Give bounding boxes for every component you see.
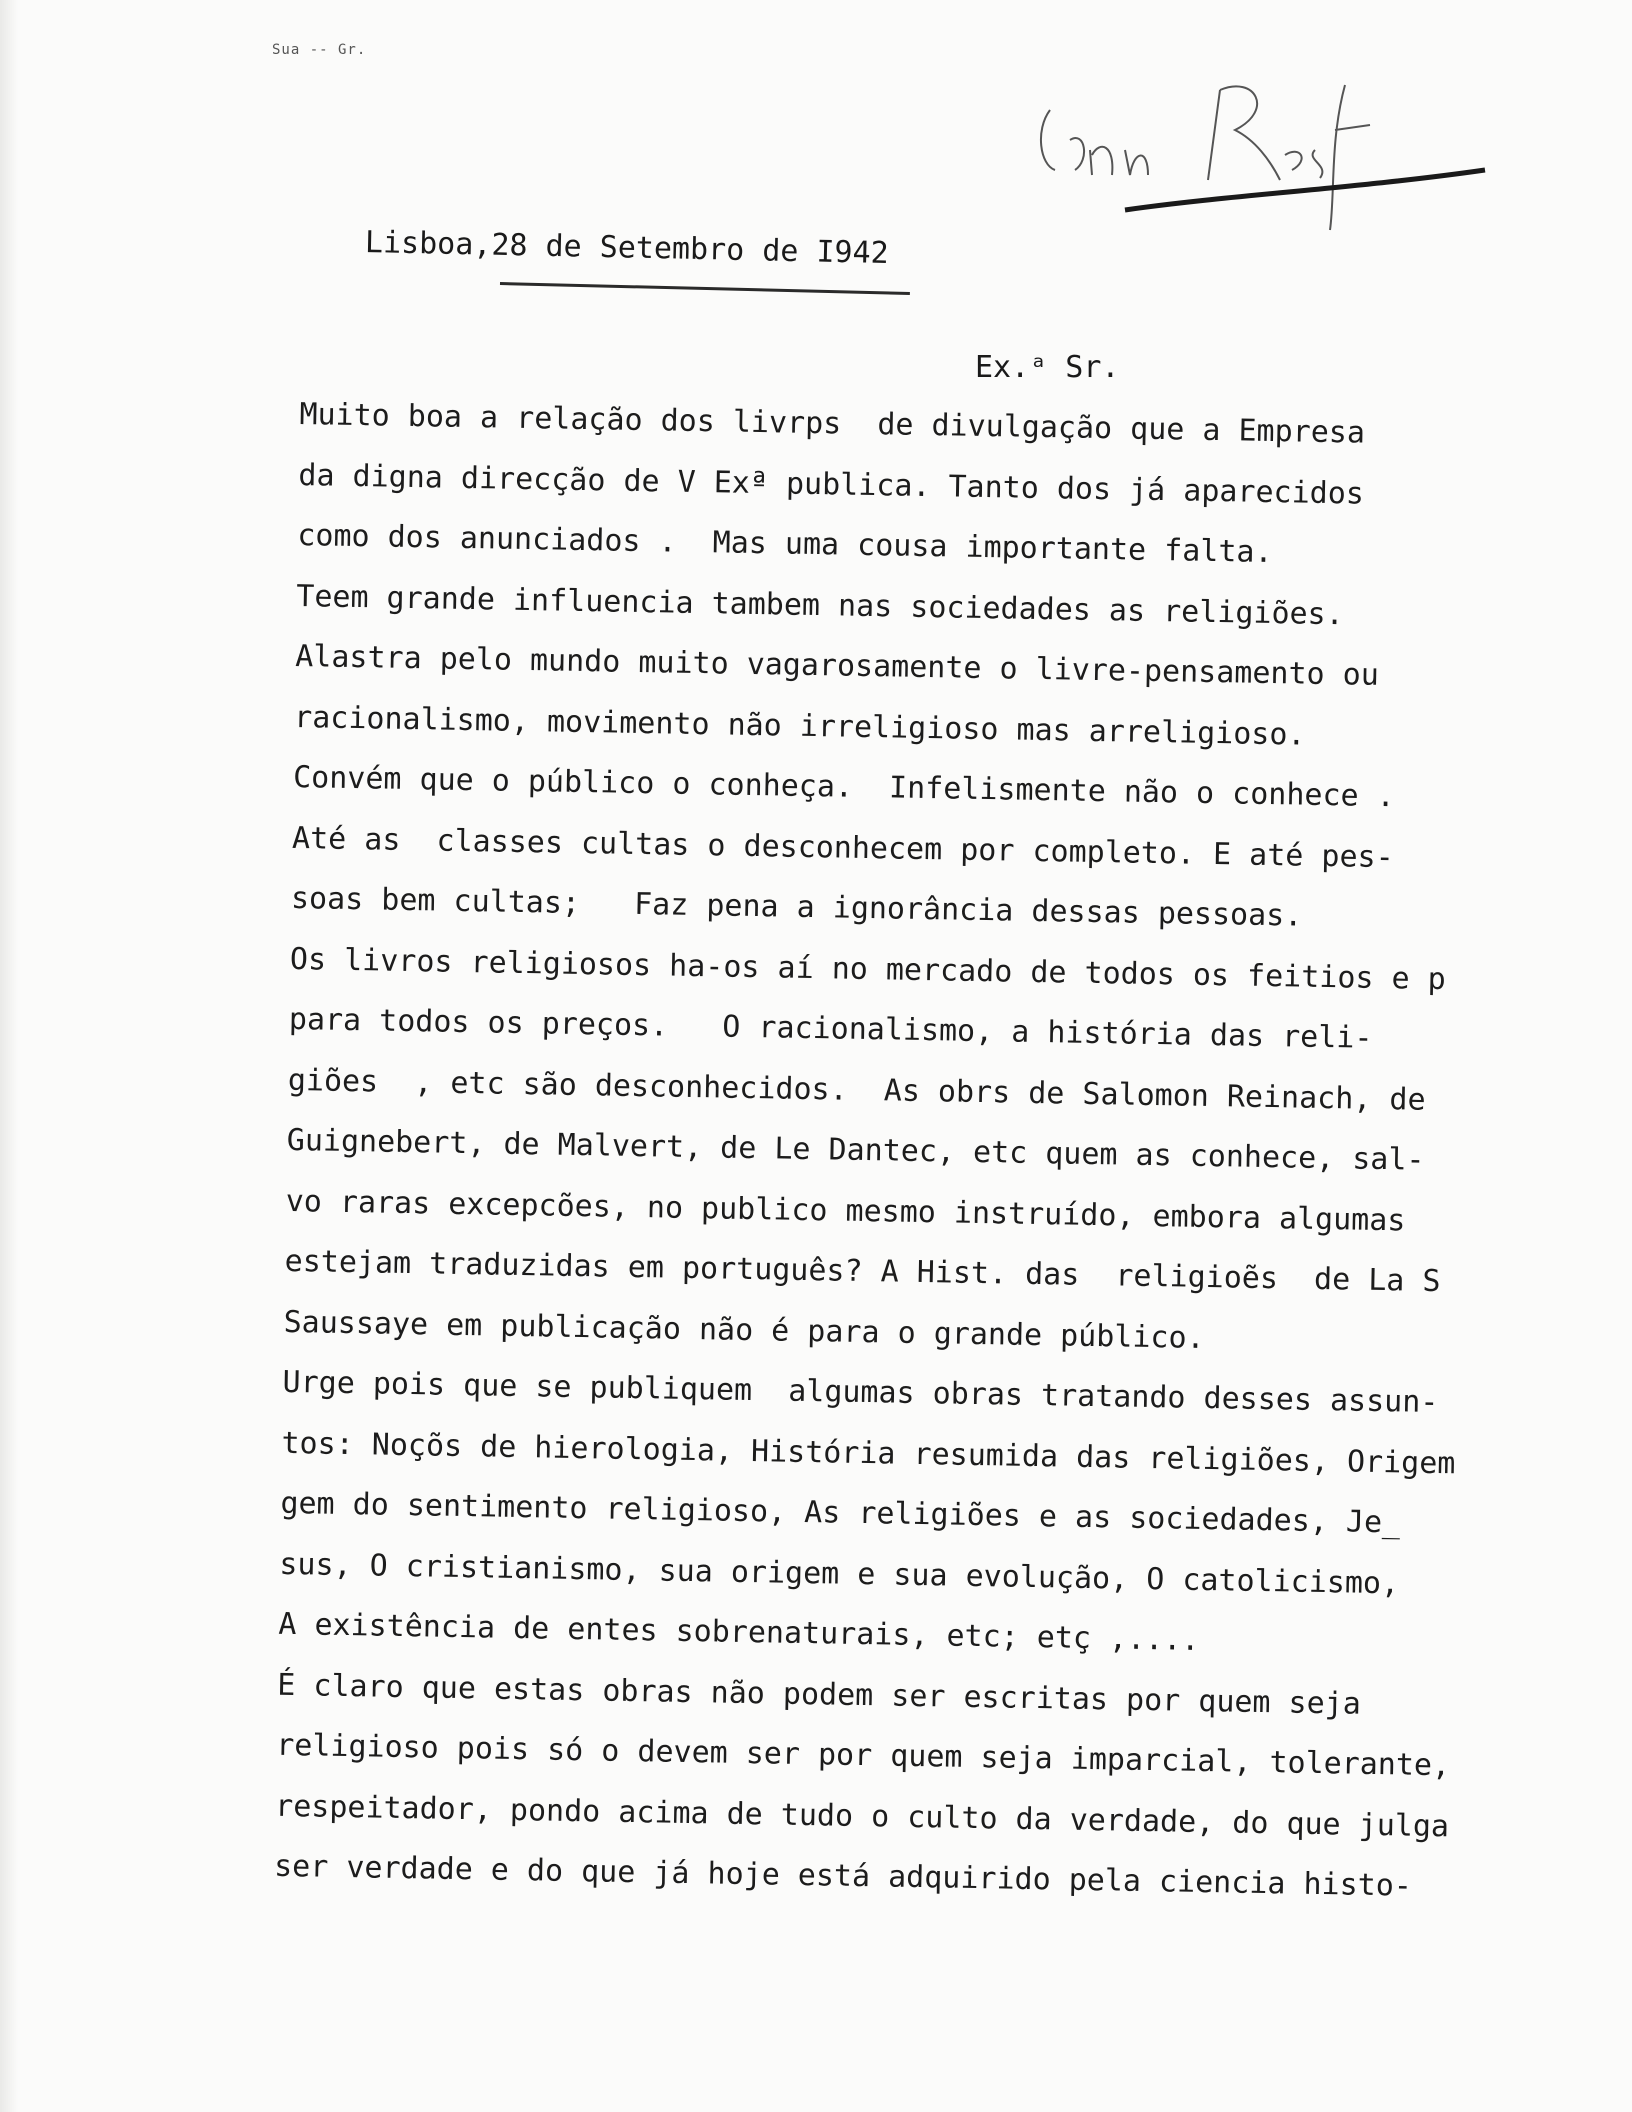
body-line: ser verdade e do que já hoje está adquirido pela ciencia histo- [273,1848,1413,1904]
body-line: racionalismo, movimento não irreligioso mas arreligioso. [293,699,1306,753]
body-line: giões , etc são desconhecidos. As obrs de Salomon Reinach, de [287,1062,1426,1118]
body-line: A existência de entes sobrenaturais, etc; etç ,.... [278,1606,1200,1658]
body-line: Teem grande influencia tambem nas sociedades as religiões. [296,578,1345,632]
body-line: gem do sentimento religioso, As religiões e as sociedades, Je_ [280,1485,1401,1541]
body-line: como dos anunciados . Mas uma cousa importante falta. [297,517,1273,570]
body-line: sus, O cristianismo, sua origem e sua evolução, O catolicismo, [279,1546,1400,1601]
body-line: Saussaye em publicação não é para o grande público. [283,1304,1205,1356]
body-line: vo raras excepcões, no publico mesmo instruído, embora algumas [285,1183,1406,1238]
letter-date: Lisboa,28 de Setembro de I942 [364,225,890,271]
body-line: soas bem cultas; Faz pena a ignorância dessas pessoas. [290,880,1303,934]
body-line: da digna direcção de V Exª publica. Tanto dos já aparecidos [298,457,1365,512]
body-line: Até as classes cultas o desconhecem por completo. E até pes- [291,820,1394,875]
body-line: Convém que o público o conheça. Infelismente não o conhece . [292,759,1396,815]
salutation: Ex.ᵃ Sr. [975,350,1120,385]
archive-stamp: Sua -- Gr. [272,42,367,58]
body-line: estejam traduzidas em português? A Hist. das religioẽs de La S [284,1243,1441,1300]
body-line: religioso pois só o devem ser por quem seja imparcial, tolerante, [275,1727,1451,1784]
handwritten-annotation-sem-resp [1030,70,1490,240]
body-line: Muito boa a relação dos livrps de divulgação que a Empresa [299,396,1366,451]
body-line: para todos os preços. O racionalismo, a história das reli- [288,1001,1373,1056]
date-underline [500,282,910,295]
body-line: Os livros religiosos ha-os aí no mercado de todos os feitios e p [289,941,1447,997]
letter-body [274,385,1600,1920]
body-line: Guignebert, de Malvert, de Le Dantec, etc quem as conhece, sal- [286,1122,1425,1178]
scan-edge-shadow [0,0,18,2112]
body-line: Alastra pelo mundo muito vagarosamente o livre-pensamento ou [294,638,1380,693]
body-line: Urge pois que se publiquem algumas obras tratando desses assun- [282,1364,1439,1421]
body-line: tos: Noçõs de hierologia, História resumida das religiões, Origem [281,1425,1456,1481]
body-line: É claro que estas obras não podem ser escritas por quem seja [277,1667,1362,1722]
body-line: respeitador, pondo acima de tudo o culto da verdade, do que julga [274,1788,1450,1844]
